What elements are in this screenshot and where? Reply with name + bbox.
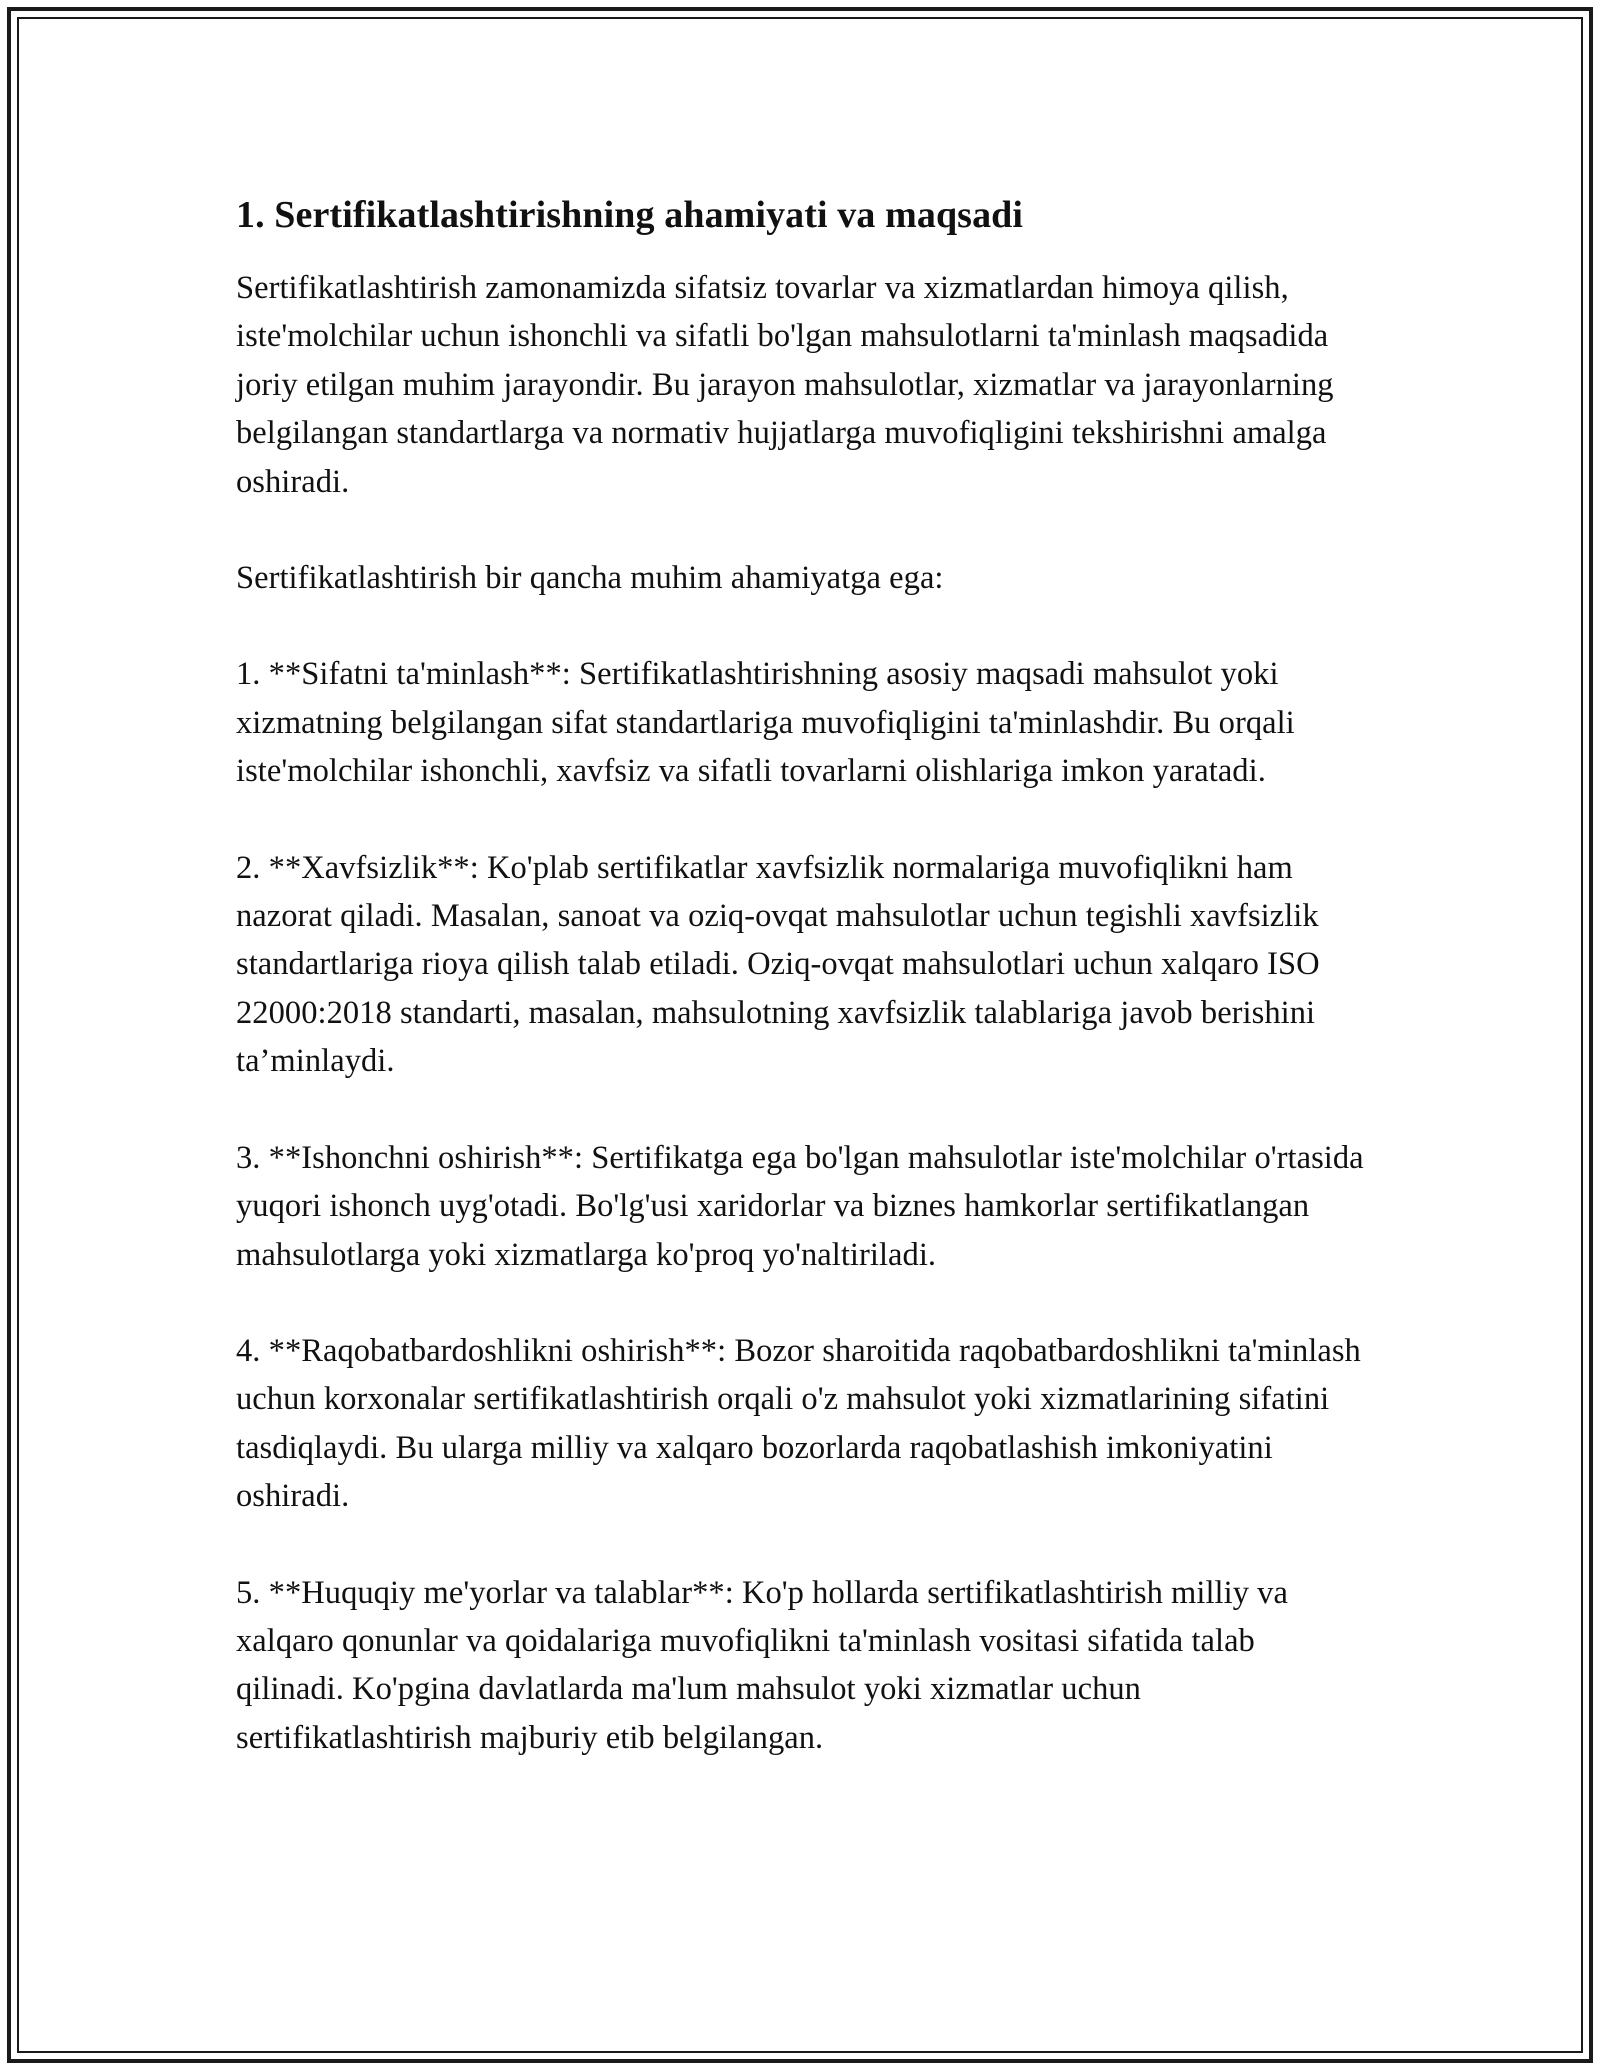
importance-lead-paragraph: Sertifikatlashtirish bir qancha muhim ahamiyatga ega:	[236, 560, 944, 597]
intro-paragraph: Sertifikatlashtirish zamonamizda sifatsiz tovarlar va xizmatlardan himoya qilish, iste'molchilar uchun ishonchli va sifatli bo'lgan mahsulotlarni ta'minlash maqsadida joriy etilgan muhim jarayondir. Bu jarayon mahsulotlar, xizmatlar va jarayonlarning belgilangan standartlarga va normativ hujjatlarga muvofiqligini tekshirishni amalga oshiradi.	[236, 270, 1334, 500]
document-body	[236, 186, 1366, 1810]
list-item-safety: 2. **Xavfsizlik**: Ko'plab sertifikatlar xavfsizlik normalariga muvofiqlikni ham nazorat qiladi. Masalan, sanoat va oziq-ovqat mahsulotlar uchun tegishli xavfsizlik standartlariga rioya qilish talab etiladi. Oziq-ovqat mahsulotlari uchun xalqaro ISO 22000:2018 standarti, masalan, mahsulotning xavfsizlik talablariga javob berishini ta’minlaydi.	[236, 849, 1320, 1080]
list-item-quality: 1. **Sifatni ta'minlash**: Sertifikatlashtirishning asosiy maqsadi mahsulot yoki xizmatning belgilangan sifat standartlariga muvofiqligini ta'minlashdir. Bu orqali iste'molchilar ishonchli, xavfsiz va sifatli tovarlarni olishlariga imkon yaratadi.	[236, 656, 1295, 790]
list-item-competitiveness: 4. **Raqobatbardoshlikni oshirish**: Bozor sharoitida raqobatbardoshlikni ta'minlash uchun korxonalar sertifikatlashtirish orqali o'z mahsulot yoki xizmatlarining sifatini tasdiqlaydi. Bu ularga milliy va xalqaro bozorlarda raqobatlashish imkoniyatini oshiradi.	[236, 1332, 1361, 1515]
section-heading: 1. Sertifikatlashtirishning ahamiyati va maqsadi	[236, 194, 1024, 236]
list-item-legal-requirements: 5. **Huquqiy me'yorlar va talablar**: Ko'p hollarda sertifikatlashtirish milliy va xalqaro qonunlar va qoidalariga muvofiqlikni ta'minlash vositasi sifatida talab qilinadi. Ko'pgina davlatlarda ma'lum mahsulot yoki xizmatlar uchun sertifikatlashtirish majburiy etib belgilangan.	[236, 1574, 1288, 1756]
list-item-trust: 3. **Ishonchni oshirish**: Sertifikatga ega bo'lgan mahsulotlar iste'molchilar o'rtasida yuqori ishonch uyg'otadi. Bo'lg'usi xaridorlar va biznes hamkorlar sertifikatlangan mahsulotlarga yoki xizmatlarga ko'proq yo'naltiriladi.	[236, 1139, 1364, 1273]
